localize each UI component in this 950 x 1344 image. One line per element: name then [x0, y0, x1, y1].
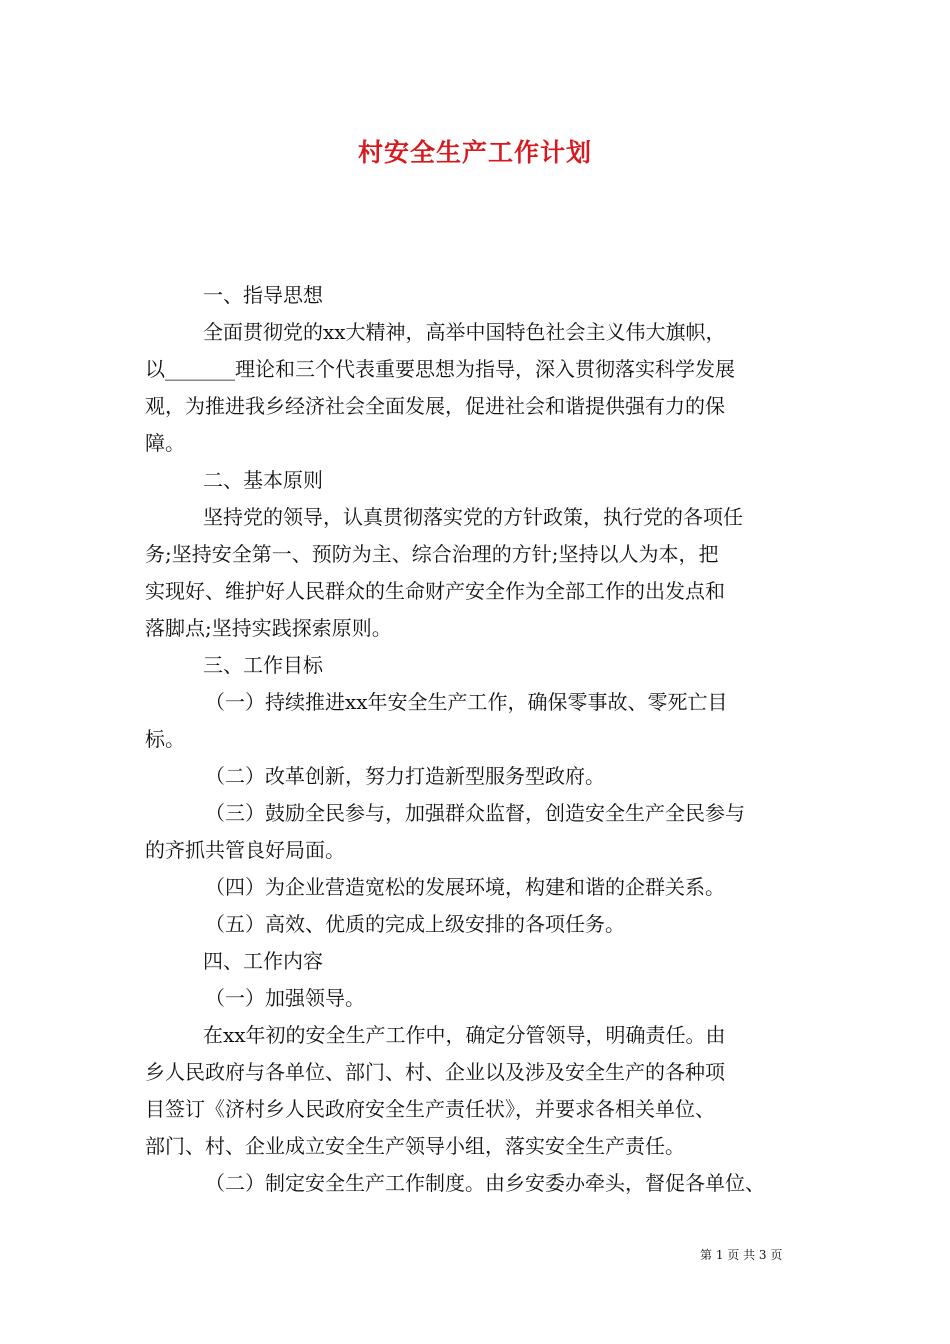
paragraph-line: （四）为企业营造宽松的发展环境，构建和谐的企群关系。 — [205, 875, 725, 899]
paragraph-line: 乡人民政府与各单位、部门、村、企业以及涉及安全生产的各种项 — [145, 1060, 725, 1084]
paragraph-line: 务;坚持安全第一、预防为主、综合治理的方针;坚持以人为本，把 — [145, 542, 719, 566]
paragraph-line: （三）鼓励全民参与，加强群众监督，创造安全生产全民参与 — [205, 801, 745, 825]
page-number-footer: 第 1 页 共 3 页 — [700, 1248, 783, 1262]
paragraph-line: 以_______理论和三个代表重要思想为指导，深入贯彻落实科学发展 — [145, 357, 735, 381]
heading-work-content: 四、工作内容 — [203, 949, 323, 973]
paragraph-line: 落脚点;坚持实践探索原则。 — [145, 616, 392, 640]
heading-basic-principles: 二、基本原则 — [203, 468, 323, 492]
paragraph-line: （五）高效、优质的完成上级安排的各项任务。 — [205, 912, 625, 936]
paragraph-line: 全面贯彻党的xx大精神，高举中国特色社会主义伟大旗帜， — [203, 320, 726, 344]
paragraph-line: 目签订《济村乡人民政府安全生产责任状》，并要求各相关单位、 — [145, 1097, 715, 1121]
paragraph-line: （一）加强领导。 — [205, 986, 365, 1010]
document-title: 村安全生产工作计划 — [357, 138, 592, 167]
paragraph-line: 的齐抓共管良好局面。 — [145, 838, 345, 862]
paragraph-line: 实现好、维护好人民群众的生命财产安全作为全部工作的出发点和 — [145, 579, 725, 603]
heading-guiding-thought: 一、指导思想 — [203, 283, 323, 307]
paragraph-line: （二）制定安全生产工作制度。由乡安委办牵头，督促各单位、 — [205, 1171, 765, 1195]
document-body — [145, 277, 815, 1202]
paragraph-line: （二）改革创新，努力打造新型服务型政府。 — [205, 764, 605, 788]
paragraph-line: （一）持续推进xx年安全生产工作，确保零事故、零死亡目 — [205, 690, 728, 714]
heading-work-goals: 三、工作目标 — [203, 653, 323, 677]
paragraph-line: 标。 — [145, 727, 185, 751]
paragraph-line: 观，为推进我乡经济社会全面发展，促进社会和谐提供强有力的保 — [145, 394, 725, 418]
paragraph-line: 坚持党的领导，认真贯彻落实党的方针政策，执行党的各项任 — [203, 505, 743, 529]
paragraph-line: 部门、村、企业成立安全生产领导小组，落实安全生产责任。 — [145, 1134, 685, 1158]
paragraph-line: 在xx年初的安全生产工作中，确定分管领导，明确责任。由 — [203, 1023, 726, 1047]
paragraph-line: 障。 — [145, 431, 185, 455]
